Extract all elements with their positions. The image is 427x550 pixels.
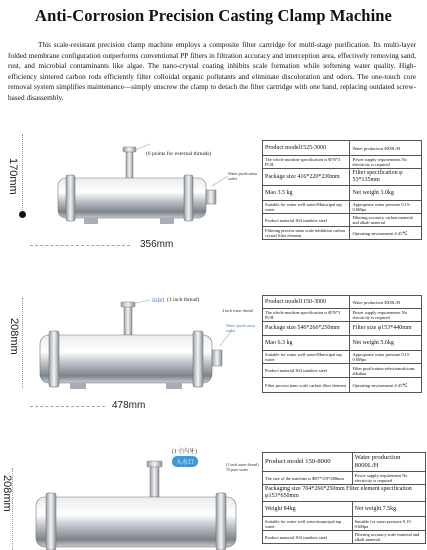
- spec-row: [263, 214, 422, 227]
- product-3-inlet-label: (1寸内牙): [172, 449, 197, 455]
- spec-cell-left: Filtering process nano scale inhibition carbon crystal filter element: [263, 227, 350, 240]
- spec-cell-left: Product material 304 stainless steel: [263, 214, 350, 227]
- product-2-spec-table: [262, 295, 422, 393]
- product-1-inlet-note: (6 points for external threads): [146, 151, 212, 157]
- product-2-inlet-note: (1 inch thread): [167, 297, 200, 303]
- spec-cell-left: The whole machine specification is Φ76*3 PCH: [263, 309, 350, 322]
- page-title: Anti-Corrosion Precision Casting Clamp Machine: [35, 6, 392, 25]
- spec-cell-right: Net weight 7.5kg: [352, 502, 425, 517]
- spec-row: [263, 201, 422, 214]
- inlet-pipe: [126, 150, 133, 178]
- spec-cell-left: Filter process nano scale carbon filter element: [263, 378, 350, 393]
- dimension-marker-icon: [19, 211, 26, 218]
- spec-cell-left: Product model 150-8000: [263, 453, 353, 472]
- spec-row: [263, 169, 422, 186]
- spec-row: [263, 364, 422, 378]
- spec-cell-left: Suitable for water well water/municipal tap water: [263, 517, 353, 531]
- product-2-height: 208mm: [8, 318, 20, 355]
- spec-row: [263, 351, 422, 364]
- spec-row: [263, 309, 422, 322]
- spec-row: [263, 322, 422, 336]
- spec-cell-right: Power supply requirement No electricity is required: [352, 472, 425, 485]
- spec-cell-right: Net weight 3.0kg: [350, 186, 422, 201]
- spec-row: [263, 453, 426, 472]
- spec-row: [263, 336, 422, 351]
- spec-cell-right: Water production 3000L/H: [350, 141, 422, 156]
- spec-cell-right: Power supply requirements No electricity is required: [350, 156, 422, 169]
- spec-cell-left: Suitable for water well water/Municipal tap water: [263, 351, 350, 364]
- clamp-left: [66, 175, 75, 221]
- spec-row: [263, 296, 422, 309]
- spec-cell-left: Packaging size 704*266*250mm Filter element specification φ153*650mm: [263, 485, 426, 502]
- spec-cell-left: Weight 84kg: [263, 502, 353, 517]
- product-1-drawing: [0, 130, 262, 260]
- product-1-height: 170mm: [7, 158, 19, 195]
- filter-housing: [40, 335, 212, 383]
- spec-row: [263, 485, 426, 502]
- product-3-spec-table: [262, 452, 426, 544]
- spec-row: [263, 227, 422, 240]
- spec-row: [263, 141, 422, 156]
- spec-cell-left: Product model1525-3000: [263, 141, 350, 156]
- spec-cell-right: Appropriate water pressure 0.15-0.6Mpa: [350, 201, 422, 214]
- spec-cell-right: Water production 8000L/H: [352, 453, 425, 472]
- product-3-inlet-badge: 入水口: [172, 456, 198, 467]
- spec-cell-right: Suitable for water pressure 0.15-0.6Mpa: [352, 517, 425, 531]
- spec-cell-right: Power supply requirements No electricity is required: [350, 309, 422, 322]
- product-3-height: 208mm: [1, 475, 13, 512]
- spec-row: [263, 502, 426, 517]
- clamp-right: [184, 175, 193, 221]
- product-1-spec-table: [262, 140, 422, 240]
- spec-cell-left: Mao 3.5 kg: [263, 186, 350, 201]
- spec-row: [263, 186, 422, 201]
- spec-cell-left: Package size 546*266*250mm: [263, 322, 350, 336]
- spec-cell-left: Product material 304 stainless steel: [263, 364, 350, 378]
- spec-cell-right: Filter specification φ 53*135mm: [350, 169, 422, 186]
- spec-cell-right: Water production 3000L/H: [350, 296, 422, 309]
- spec-row: [263, 378, 422, 393]
- intro-paragraph: This scale-resistant precision clamp machine employs a composite filter cartridge for multi-stage purification. Its multi-layer folded membrane configuration outperforms conventional PP filters in filtration accuracy and interception area, effectively removing sand, rust, and microbial contaminants like algae. The nano-crystal coating inhibits scale formation while softening water quality. High-efficiency sintered carbon rods efficiently filter colloidal organic pollutants and eliminate discoloration and odors. The one-touch core removal system simplifies maintenance—simply unscrew the clamp to detach the filter cartridge with one hand, replacing outdated screw-based disassembly.: [8, 40, 416, 102]
- spec-cell-right: Appropriate water pressure 0.15-0.6Mpa: [350, 351, 422, 364]
- product-1-outlet-note: Water purification outlet: [228, 171, 258, 181]
- spec-cell-right: Operating environment 4-45℃: [350, 227, 422, 240]
- product-2-inlet-label: inlet: [152, 296, 165, 304]
- spec-row: [263, 472, 426, 485]
- spec-cell-right: Filter size φ153*440mm: [350, 322, 422, 336]
- product-2-width: 478mm: [112, 400, 146, 411]
- product-3-drawing: [0, 440, 262, 550]
- spec-cell-right: Filter purification selectioncalcium, alkaline: [350, 364, 422, 378]
- product-1-width: 356mm: [140, 239, 174, 250]
- filter-housing: [36, 497, 236, 547]
- product-2-outlet-note: Water purification outlet: [226, 323, 256, 333]
- spec-cell-right: Net weight 5.6kg: [350, 336, 422, 351]
- spec-cell-left: Product material 304 stainless steel: [263, 531, 353, 544]
- spec-cell-left: Product model1150-3000: [263, 296, 350, 309]
- spec-cell-right: Operating environment 4-45℃: [350, 378, 422, 393]
- spec-row: [263, 531, 426, 544]
- product-3-outlet-note: (1 inch outer thread) 76 pure water: [226, 462, 259, 472]
- spec-cell-right: Filtering accuracy scale material and alkali material: [352, 531, 425, 544]
- spec-row: [263, 156, 422, 169]
- spec-row: [263, 517, 426, 531]
- spec-cell-left: The whole machine specification is Φ76*3 PCH: [263, 156, 350, 169]
- spec-cell-left: Mao 6.3 kg: [263, 336, 350, 351]
- spec-cell-left: Package size 416*220*230mm: [263, 169, 350, 186]
- spec-cell-right: Filtering accuracy carbon material and alkali material: [350, 214, 422, 227]
- spec-cell-left: Suitable for water well water/Municipal tap water: [263, 201, 350, 214]
- product-2-thread-note: 4 inch water thread: [222, 308, 253, 313]
- spec-cell-left: The size of the machine is Φ87*119*288mm: [263, 472, 353, 485]
